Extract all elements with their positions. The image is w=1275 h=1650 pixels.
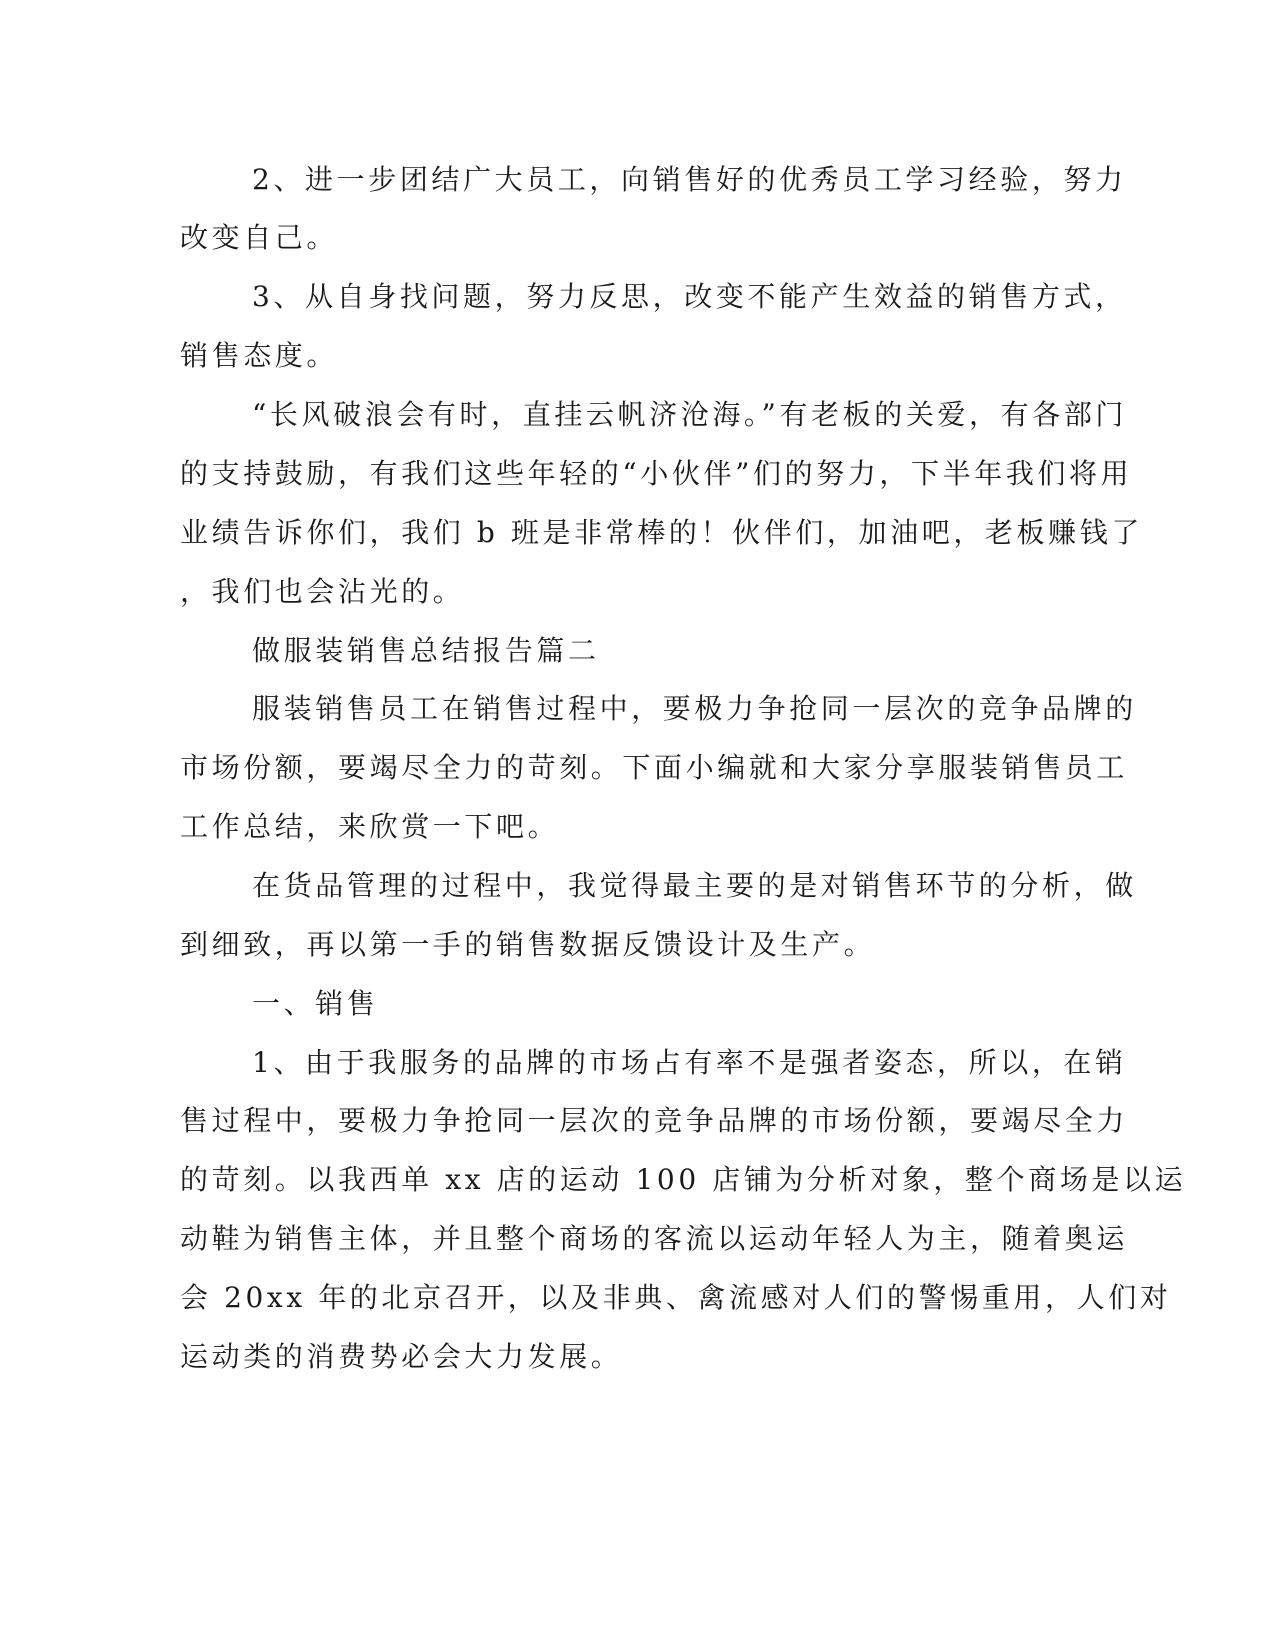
paragraph-line: 1、由于我服务的品牌的市场占有率不是强者姿态，所以，在销 bbox=[252, 1046, 1127, 1079]
paragraph-line: 2、进一步团结广大员工，向销售好的优秀员工学习经验，努力 bbox=[252, 163, 1127, 196]
section-heading: 做服装销售总结报告篇二 bbox=[252, 634, 600, 667]
paragraph-line: 销售态度。 bbox=[180, 339, 339, 372]
paragraph-line: 售过程中，要极力争抢同一层次的竞争品牌的市场份额，要竭尽全力 bbox=[180, 1104, 1129, 1137]
paragraph-line: 的苛刻。以我西单 xx 店的运动 100 店铺为分析对象，整个商场是以运 bbox=[180, 1163, 1187, 1196]
paragraph-line: 在货品管理的过程中，我觉得最主要的是对销售环节的分析，做 bbox=[252, 869, 1137, 902]
paragraph-line: 运动类的消费势必会大力发展。 bbox=[180, 1340, 623, 1373]
subsection-heading: 一、销售 bbox=[252, 987, 379, 1020]
paragraph-line: 市场份额，要竭尽全力的苛刻。下面小编就和大家分享服装销售员工 bbox=[180, 751, 1129, 784]
paragraph-line: 业绩告诉你们，我们 b 班是非常棒的！伙伴们，加油吧，老板赚钱了 bbox=[180, 516, 1143, 549]
paragraph-line: ，我们也会沾光的。 bbox=[180, 575, 465, 608]
paragraph-line: 动鞋为销售主体，并且整个商场的客流以运动年轻人为主，随着奥运 bbox=[180, 1222, 1129, 1255]
paragraph-line: “长风破浪会有时，直挂云帆济沧海。”有老板的关爱，有各部门 bbox=[252, 398, 1128, 431]
paragraph-line: 工作总结，来欣赏一下吧。 bbox=[180, 810, 560, 843]
paragraph-line: 服装销售员工在销售过程中，要极力争抢同一层次的竞争品牌的 bbox=[252, 692, 1137, 725]
paragraph-line: 的支持鼓励，有我们这些年轻的“小伙伴”们的努力，下半年我们将用 bbox=[180, 457, 1133, 490]
paragraph-line: 3、从自身找问题，努力反思，改变不能产生效益的销售方式， bbox=[252, 280, 1127, 313]
paragraph-line: 改变自己。 bbox=[180, 221, 339, 254]
paragraph-line: 会 20xx 年的北京召开，以及非典、禽流感对人们的警惕重用，人们对 bbox=[180, 1281, 1172, 1314]
paragraph-line: 到细致，再以第一手的销售数据反馈设计及生产。 bbox=[180, 928, 876, 961]
